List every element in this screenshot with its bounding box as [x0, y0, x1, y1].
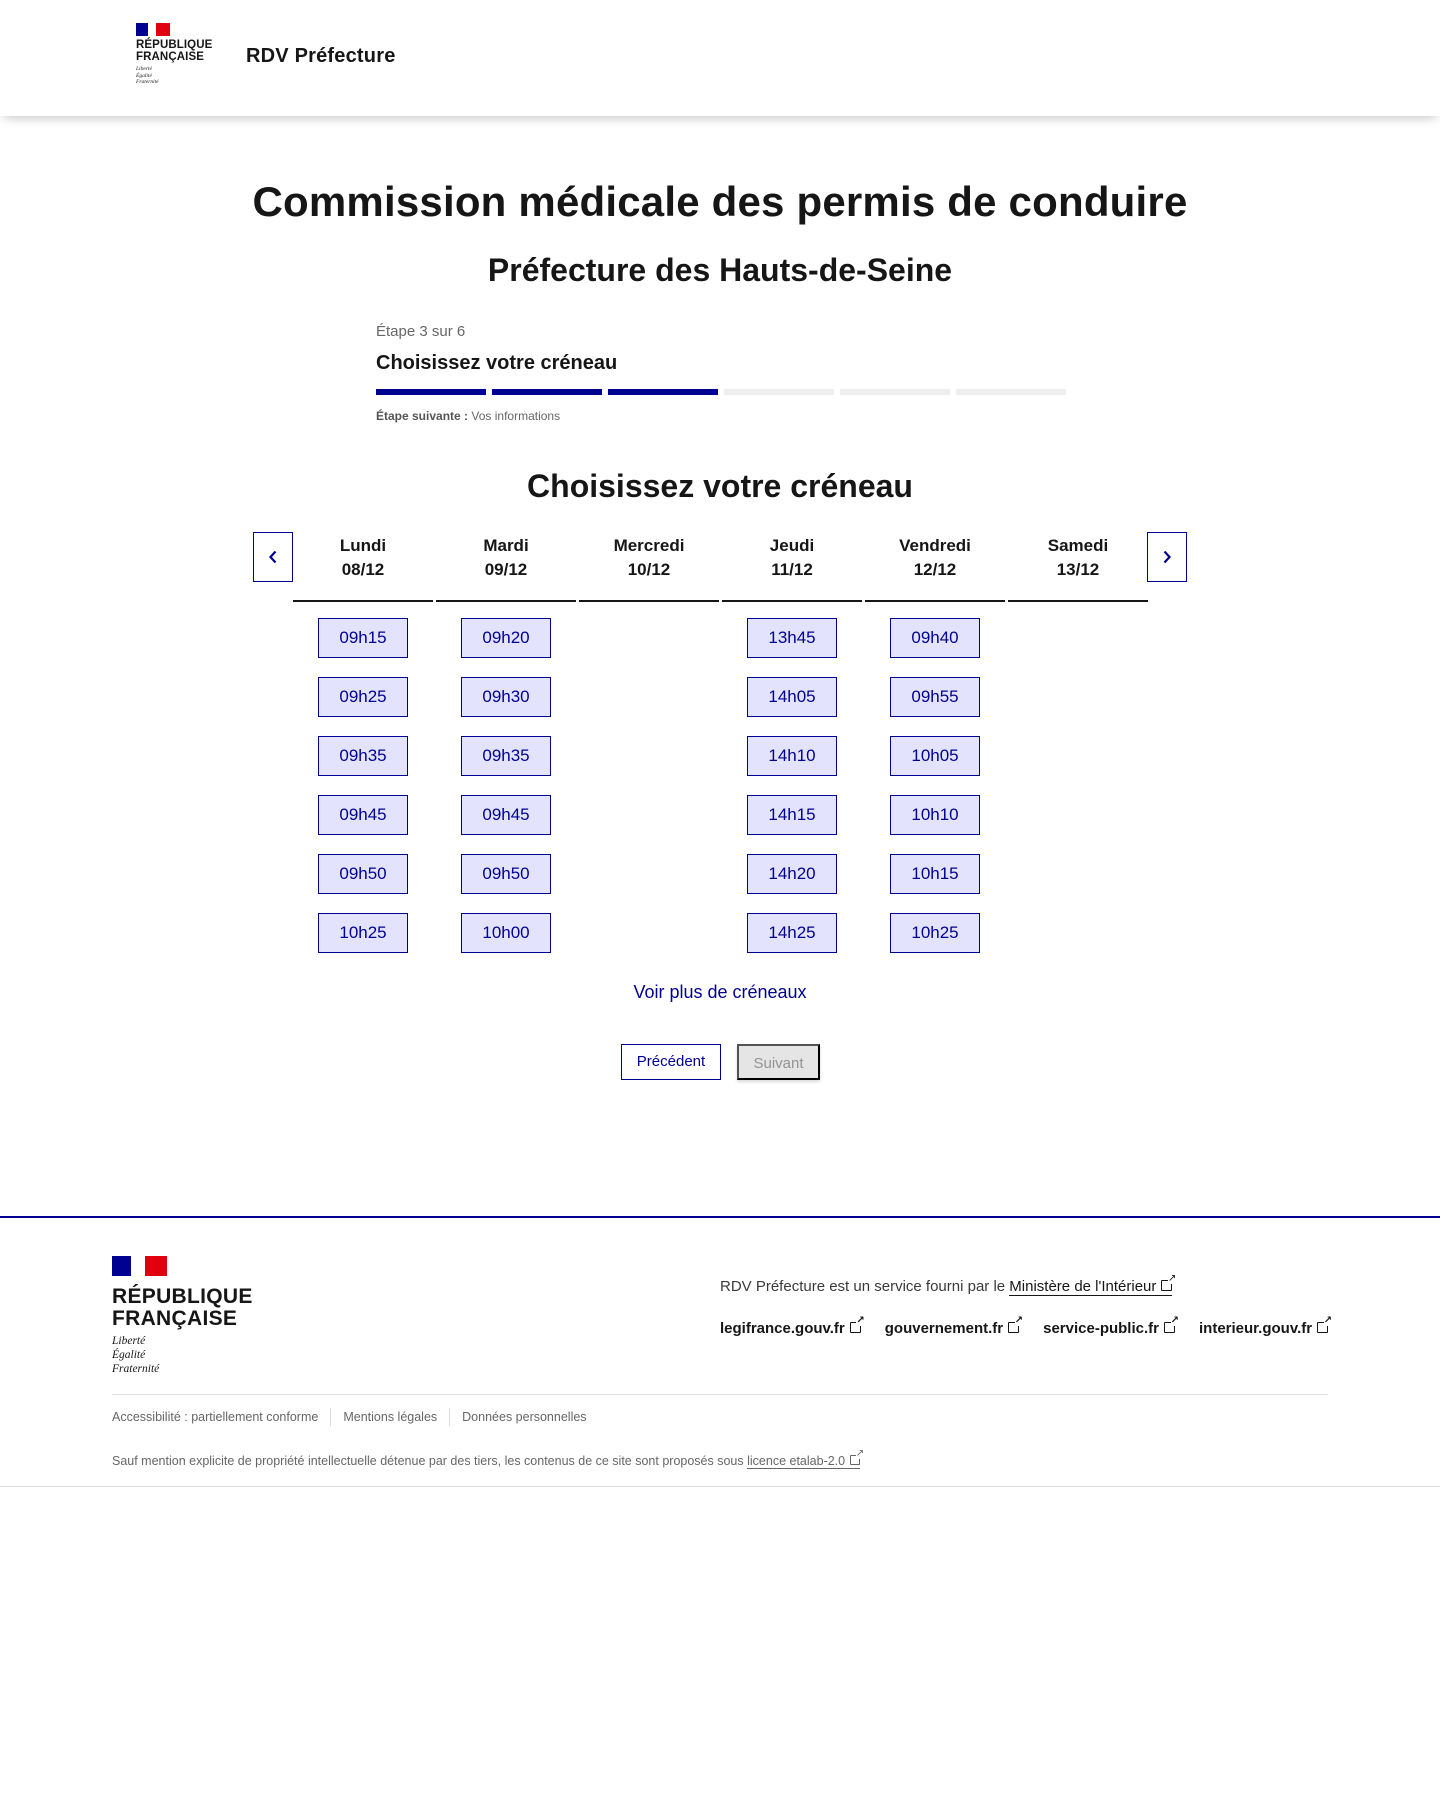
footer-links: [720, 1320, 1352, 1337]
footer-link-label: legifrance.gouv.fr: [720, 1320, 845, 1337]
time-slot-button[interactable]: 09h45: [318, 795, 408, 835]
motto-line-2: Égalité: [136, 72, 152, 79]
day-header: [436, 532, 576, 602]
time-slot-button[interactable]: 10h25: [890, 913, 980, 953]
stepper: [376, 323, 1066, 423]
more-slots-link[interactable]: Voir plus de créneaux: [633, 982, 807, 1002]
day-header: [1008, 532, 1148, 602]
step-bar-3: [608, 389, 718, 395]
time-slot-button[interactable]: 09h35: [318, 736, 408, 776]
step-next: [376, 409, 1066, 423]
next-button[interactable]: Suivant: [737, 1044, 820, 1080]
footer-link-service-public[interactable]: [1043, 1320, 1175, 1337]
time-slot-button[interactable]: 09h55: [890, 677, 980, 717]
footer-licence: [112, 1454, 860, 1468]
footer-link-label: interieur.gouv.fr: [1199, 1320, 1313, 1337]
footer-republique-francaise-logo[interactable]: [112, 1256, 253, 1376]
time-slot-button[interactable]: 13h45: [747, 618, 837, 658]
footer-link-legifrance[interactable]: [720, 1320, 861, 1337]
footer-separator: [112, 1394, 1328, 1395]
day-date: 08/12: [341, 560, 385, 579]
footer-logo-line-1: RÉPUBLIQUE: [112, 1285, 253, 1308]
page-subtitle: Préfecture des Hauts-de-Seine: [487, 252, 953, 288]
time-slot-button[interactable]: 14h05: [747, 677, 837, 717]
marianne-flag-icon: [136, 23, 170, 36]
day-name: Jeudi: [769, 536, 815, 555]
time-slot-button[interactable]: 09h40: [890, 618, 980, 658]
step-progress: [376, 389, 1066, 395]
motto-line-3: Fraternité: [136, 79, 159, 85]
service-title[interactable]: RDV Préfecture: [246, 45, 396, 67]
previous-button[interactable]: Précédent: [621, 1044, 721, 1080]
logo-text: [136, 39, 216, 63]
accessibility-link[interactable]: Accessibilité : partiellement conforme: [112, 1408, 331, 1426]
slots-title: Choisissez votre créneau: [527, 468, 913, 504]
time-slot-button[interactable]: 10h00: [461, 913, 551, 953]
page-end-divider: [0, 1486, 1440, 1487]
day-column-samedi: [1008, 532, 1148, 602]
time-slot-button[interactable]: 09h30: [461, 677, 551, 717]
day-name: Lundi: [339, 536, 387, 555]
step-bar-2: [492, 389, 602, 395]
time-slot-button[interactable]: 10h05: [890, 736, 980, 776]
external-link-icon: [1164, 1322, 1175, 1333]
logo-line-2: FRANÇAISE: [136, 51, 204, 63]
footer-description-text: RDV Préfecture est un service fourni par le: [720, 1278, 1006, 1295]
footer-motto: [112, 1334, 253, 1376]
external-link-icon: [1317, 1322, 1328, 1333]
time-slot-button[interactable]: 10h15: [890, 854, 980, 894]
step-bar-6: [956, 389, 1066, 395]
step-next-label: Étape suivante :: [376, 409, 469, 423]
day-date: 10/12: [627, 560, 671, 579]
chevron-left-icon: [268, 550, 278, 564]
time-slot-button[interactable]: 09h15: [318, 618, 408, 658]
republique-francaise-logo[interactable]: [136, 23, 216, 86]
day-name: Vendredi: [899, 536, 971, 555]
step-bar-4: [724, 389, 834, 395]
time-slot-button[interactable]: 14h20: [747, 854, 837, 894]
footer-link-label: service-public.fr: [1043, 1320, 1159, 1337]
licence-text: Sauf mention explicite de propriété intellectuelle détenue par des tiers, les contenus de ce site sont proposés sous: [112, 1454, 744, 1468]
time-slot-button[interactable]: 10h25: [318, 913, 408, 953]
step-title: Choisissez votre créneau: [376, 352, 618, 374]
day-header: [722, 532, 862, 602]
day-header: [293, 532, 433, 602]
next-week-button[interactable]: [1147, 532, 1187, 582]
footer-link-label: gouvernement.fr: [884, 1320, 1004, 1337]
step-next-value: Vos informations: [471, 409, 561, 423]
day-column-lundi: [293, 532, 433, 953]
day-header: [579, 532, 719, 602]
day-date: 13/12: [1056, 560, 1100, 579]
step-bar-5: [840, 389, 950, 395]
day-column-mardi: [436, 532, 576, 953]
personal-data-link[interactable]: Données personnelles: [462, 1410, 587, 1424]
footer-top-border: [0, 1216, 1440, 1218]
licence-link-label: licence etalab-2.0: [747, 1454, 846, 1468]
day-date: 12/12: [913, 560, 957, 579]
footer-logo-line-2: FRANÇAISE: [112, 1307, 238, 1330]
footer-motto-line-2: Égalité: [112, 1349, 146, 1361]
day-column-jeudi: [722, 532, 862, 953]
time-slot-button[interactable]: 14h10: [747, 736, 837, 776]
step-bar-1: [376, 389, 486, 395]
day-name: Mercredi: [613, 536, 685, 555]
footer-bottom-links: [112, 1408, 599, 1426]
day-date: 11/12: [771, 560, 813, 579]
time-slot-button[interactable]: 09h50: [318, 854, 408, 894]
step-state: Étape 3 sur 6: [376, 323, 466, 340]
footer-link-interieur[interactable]: [1199, 1320, 1328, 1337]
time-slot-button[interactable]: 09h50: [461, 854, 551, 894]
day-date: 09/12: [484, 560, 528, 579]
day-name: Samedi: [1047, 536, 1109, 555]
chevron-right-icon: [1162, 550, 1172, 564]
footer-motto-line-3: Fraternité: [112, 1363, 160, 1375]
time-slot-button[interactable]: 09h25: [318, 677, 408, 717]
logo-line-1: RÉPUBLIQUE: [136, 39, 213, 51]
time-slot-button[interactable]: 09h45: [461, 795, 551, 835]
page-title: Commission médicale des permis de conduire: [252, 178, 1188, 225]
external-link-icon: [1008, 1322, 1019, 1333]
day-column-vendredi: [865, 532, 1005, 953]
day-name: Mardi: [483, 536, 529, 555]
day-column-mercredi: [579, 532, 719, 602]
licence-link[interactable]: [747, 1454, 860, 1469]
footer-logo-text: [112, 1286, 253, 1330]
footer-link-gouvernement[interactable]: [885, 1320, 1019, 1337]
footer-motto-line-1: Liberté: [112, 1335, 146, 1347]
external-link-icon: [850, 1322, 861, 1333]
motto-line-1: Liberté: [136, 66, 152, 72]
motto: [136, 66, 216, 86]
time-slot-button[interactable]: 14h15: [747, 795, 837, 835]
time-slot-button[interactable]: 09h20: [461, 618, 551, 658]
time-slot-button[interactable]: 09h35: [461, 736, 551, 776]
ministere-link[interactable]: [1009, 1278, 1172, 1296]
external-link-icon: [1161, 1280, 1172, 1291]
legal-mentions-link[interactable]: Mentions légales: [331, 1408, 450, 1426]
external-link-icon: [850, 1455, 860, 1465]
ministere-link-label: Ministère de l'Intérieur: [1009, 1278, 1157, 1295]
site-header: [0, 0, 1440, 116]
marianne-flag-icon: [112, 1256, 167, 1276]
previous-week-button[interactable]: [253, 532, 293, 582]
day-header: [865, 532, 1005, 602]
time-slot-button[interactable]: 14h25: [747, 913, 837, 953]
time-slot-button[interactable]: 10h10: [890, 795, 980, 835]
footer-description: [720, 1278, 1172, 1295]
